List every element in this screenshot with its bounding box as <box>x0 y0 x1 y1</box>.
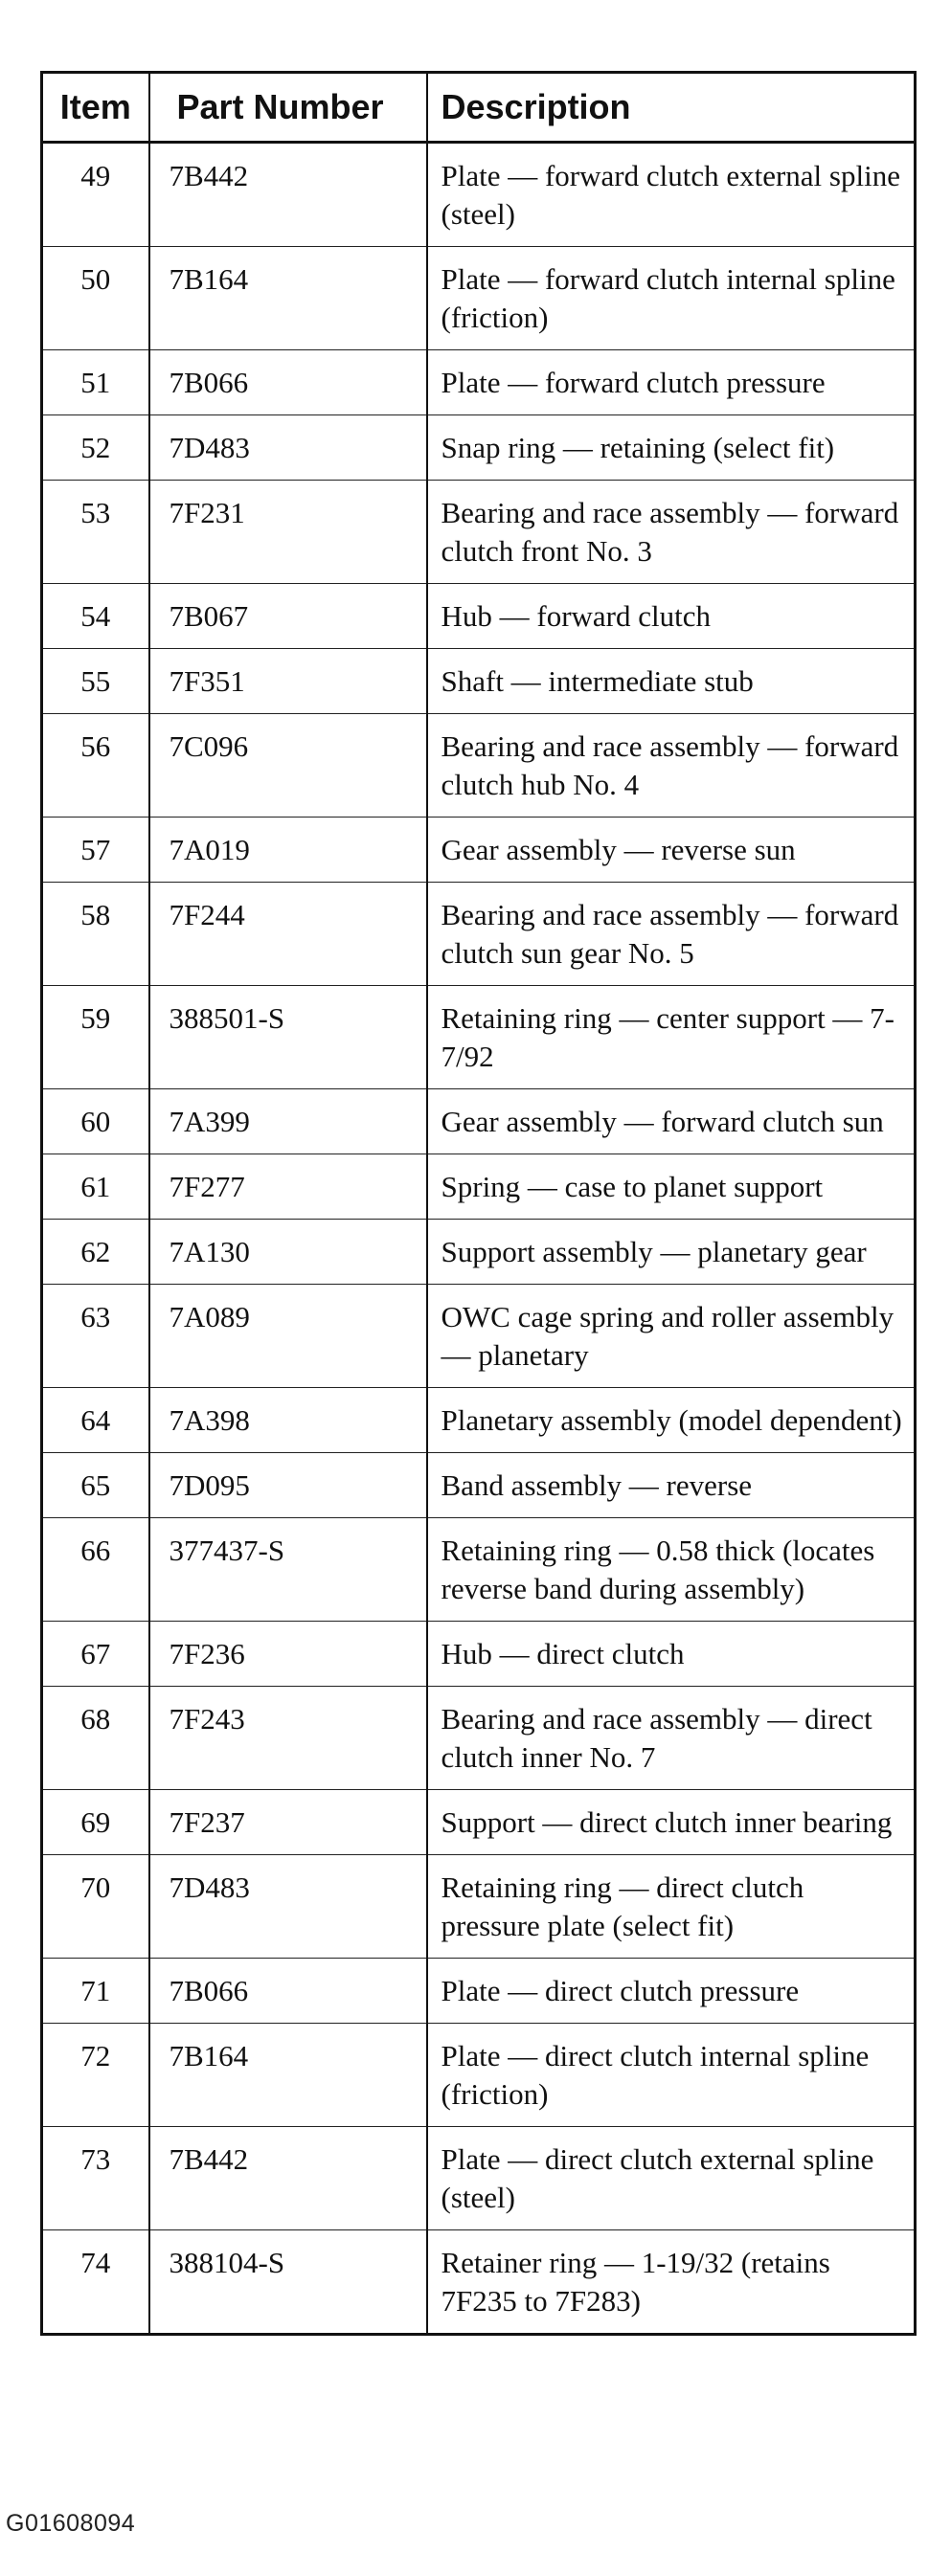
cell-description: Retaining ring — direct clutch pressure plate (select fit) <box>427 1855 916 1959</box>
table-row <box>42 818 916 883</box>
table-row <box>42 1622 916 1687</box>
cell-part-number: 7D095 <box>149 1453 427 1518</box>
table-row <box>42 481 916 584</box>
cell-item: 53 <box>42 481 149 584</box>
cell-description: Support — direct clutch inner bearing <box>427 1790 916 1855</box>
cell-item: 69 <box>42 1790 149 1855</box>
cell-description: Snap ring — retaining (select fit) <box>427 415 916 481</box>
cell-item: 59 <box>42 986 149 1089</box>
cell-item: 52 <box>42 415 149 481</box>
cell-item: 70 <box>42 1855 149 1959</box>
cell-item: 49 <box>42 143 149 247</box>
cell-part-number: 7B442 <box>149 143 427 247</box>
cell-part-number: 7F351 <box>149 649 427 714</box>
cell-item: 74 <box>42 2230 149 2335</box>
table-row <box>42 143 916 247</box>
table-row <box>42 2230 916 2335</box>
table-row <box>42 1855 916 1959</box>
table-row <box>42 1089 916 1154</box>
table-row <box>42 1453 916 1518</box>
cell-description: Band assembly — reverse <box>427 1453 916 1518</box>
table-row <box>42 1959 916 2024</box>
cell-item: 64 <box>42 1388 149 1453</box>
cell-part-number: 7B066 <box>149 350 427 415</box>
table-row <box>42 1687 916 1790</box>
cell-part-number: 7F243 <box>149 1687 427 1790</box>
cell-part-number: 7B164 <box>149 2024 427 2127</box>
cell-description: Retaining ring — 0.58 thick (locates reverse band during assembly) <box>427 1518 916 1622</box>
cell-part-number: 7B066 <box>149 1959 427 2024</box>
table-row <box>42 883 916 986</box>
cell-description: Plate — direct clutch internal spline (friction) <box>427 2024 916 2127</box>
cell-item: 68 <box>42 1687 149 1790</box>
table-row <box>42 584 916 649</box>
cell-description: Support assembly — planetary gear <box>427 1220 916 1285</box>
cell-part-number: 7B442 <box>149 2127 427 2230</box>
cell-part-number: 7F236 <box>149 1622 427 1687</box>
cell-item: 73 <box>42 2127 149 2230</box>
cell-description: Hub — direct clutch <box>427 1622 916 1687</box>
cell-part-number: 7A130 <box>149 1220 427 1285</box>
cell-item: 71 <box>42 1959 149 2024</box>
cell-part-number: 7A019 <box>149 818 427 883</box>
cell-description: Gear assembly — forward clutch sun <box>427 1089 916 1154</box>
table-row <box>42 1790 916 1855</box>
cell-item: 61 <box>42 1154 149 1220</box>
cell-part-number: 7D483 <box>149 1855 427 1959</box>
cell-item: 56 <box>42 714 149 818</box>
cell-description: Spring — case to planet support <box>427 1154 916 1220</box>
cell-description: Bearing and race assembly — forward clutch front No. 3 <box>427 481 916 584</box>
parts-table <box>40 71 917 2336</box>
cell-description: Bearing and race assembly — direct clutch inner No. 7 <box>427 1687 916 1790</box>
table-row <box>42 1285 916 1388</box>
table-row <box>42 2024 916 2127</box>
cell-item: 62 <box>42 1220 149 1285</box>
cell-description: Shaft — intermediate stub <box>427 649 916 714</box>
cell-part-number: 7B164 <box>149 247 427 350</box>
cell-description: OWC cage spring and roller assembly — planetary <box>427 1285 916 1388</box>
cell-item: 50 <box>42 247 149 350</box>
cell-description: Retaining ring — center support — 7-7/92 <box>427 986 916 1089</box>
cell-description: Plate — forward clutch internal spline (friction) <box>427 247 916 350</box>
table-row <box>42 2127 916 2230</box>
cell-part-number: 7D483 <box>149 415 427 481</box>
cell-part-number: 7F237 <box>149 1790 427 1855</box>
cell-item: 58 <box>42 883 149 986</box>
table-row <box>42 350 916 415</box>
cell-item: 55 <box>42 649 149 714</box>
table-row <box>42 1220 916 1285</box>
cell-description: Gear assembly — reverse sun <box>427 818 916 883</box>
table-row <box>42 247 916 350</box>
cell-item: 67 <box>42 1622 149 1687</box>
figure-id: G01608094 <box>6 2510 136 2537</box>
cell-description: Plate — direct clutch external spline (steel) <box>427 2127 916 2230</box>
cell-description: Bearing and race assembly — forward clutch hub No. 4 <box>427 714 916 818</box>
cell-item: 65 <box>42 1453 149 1518</box>
header-item: Item <box>42 73 149 143</box>
cell-part-number: 388104-S <box>149 2230 427 2335</box>
cell-part-number: 7F231 <box>149 481 427 584</box>
cell-description: Retainer ring — 1-19/32 (retains 7F235 to 7F283) <box>427 2230 916 2335</box>
table-header-row <box>42 73 916 143</box>
table-row <box>42 1518 916 1622</box>
cell-item: 51 <box>42 350 149 415</box>
cell-part-number: 7F277 <box>149 1154 427 1220</box>
cell-part-number: 7A089 <box>149 1285 427 1388</box>
parts-table-container <box>40 71 914 2336</box>
cell-description: Bearing and race assembly — forward clutch sun gear No. 5 <box>427 883 916 986</box>
table-body <box>42 143 916 2335</box>
cell-item: 66 <box>42 1518 149 1622</box>
cell-part-number: 7B067 <box>149 584 427 649</box>
table-row <box>42 415 916 481</box>
table-row <box>42 986 916 1089</box>
cell-part-number: 7C096 <box>149 714 427 818</box>
cell-item: 60 <box>42 1089 149 1154</box>
table-row <box>42 1154 916 1220</box>
cell-description: Plate — forward clutch pressure <box>427 350 916 415</box>
table-row <box>42 714 916 818</box>
cell-part-number: 388501-S <box>149 986 427 1089</box>
cell-description: Hub — forward clutch <box>427 584 916 649</box>
cell-item: 54 <box>42 584 149 649</box>
cell-description: Plate — forward clutch external spline (steel) <box>427 143 916 247</box>
cell-part-number: 7F244 <box>149 883 427 986</box>
header-description: Description <box>427 73 916 143</box>
cell-part-number: 7A399 <box>149 1089 427 1154</box>
cell-item: 72 <box>42 2024 149 2127</box>
cell-item: 57 <box>42 818 149 883</box>
cell-part-number: 377437-S <box>149 1518 427 1622</box>
cell-part-number: 7A398 <box>149 1388 427 1453</box>
table-row <box>42 649 916 714</box>
header-part-number: Part Number <box>149 73 427 143</box>
table-row <box>42 1388 916 1453</box>
cell-item: 63 <box>42 1285 149 1388</box>
cell-description: Planetary assembly (model dependent) <box>427 1388 916 1453</box>
cell-description: Plate — direct clutch pressure <box>427 1959 916 2024</box>
